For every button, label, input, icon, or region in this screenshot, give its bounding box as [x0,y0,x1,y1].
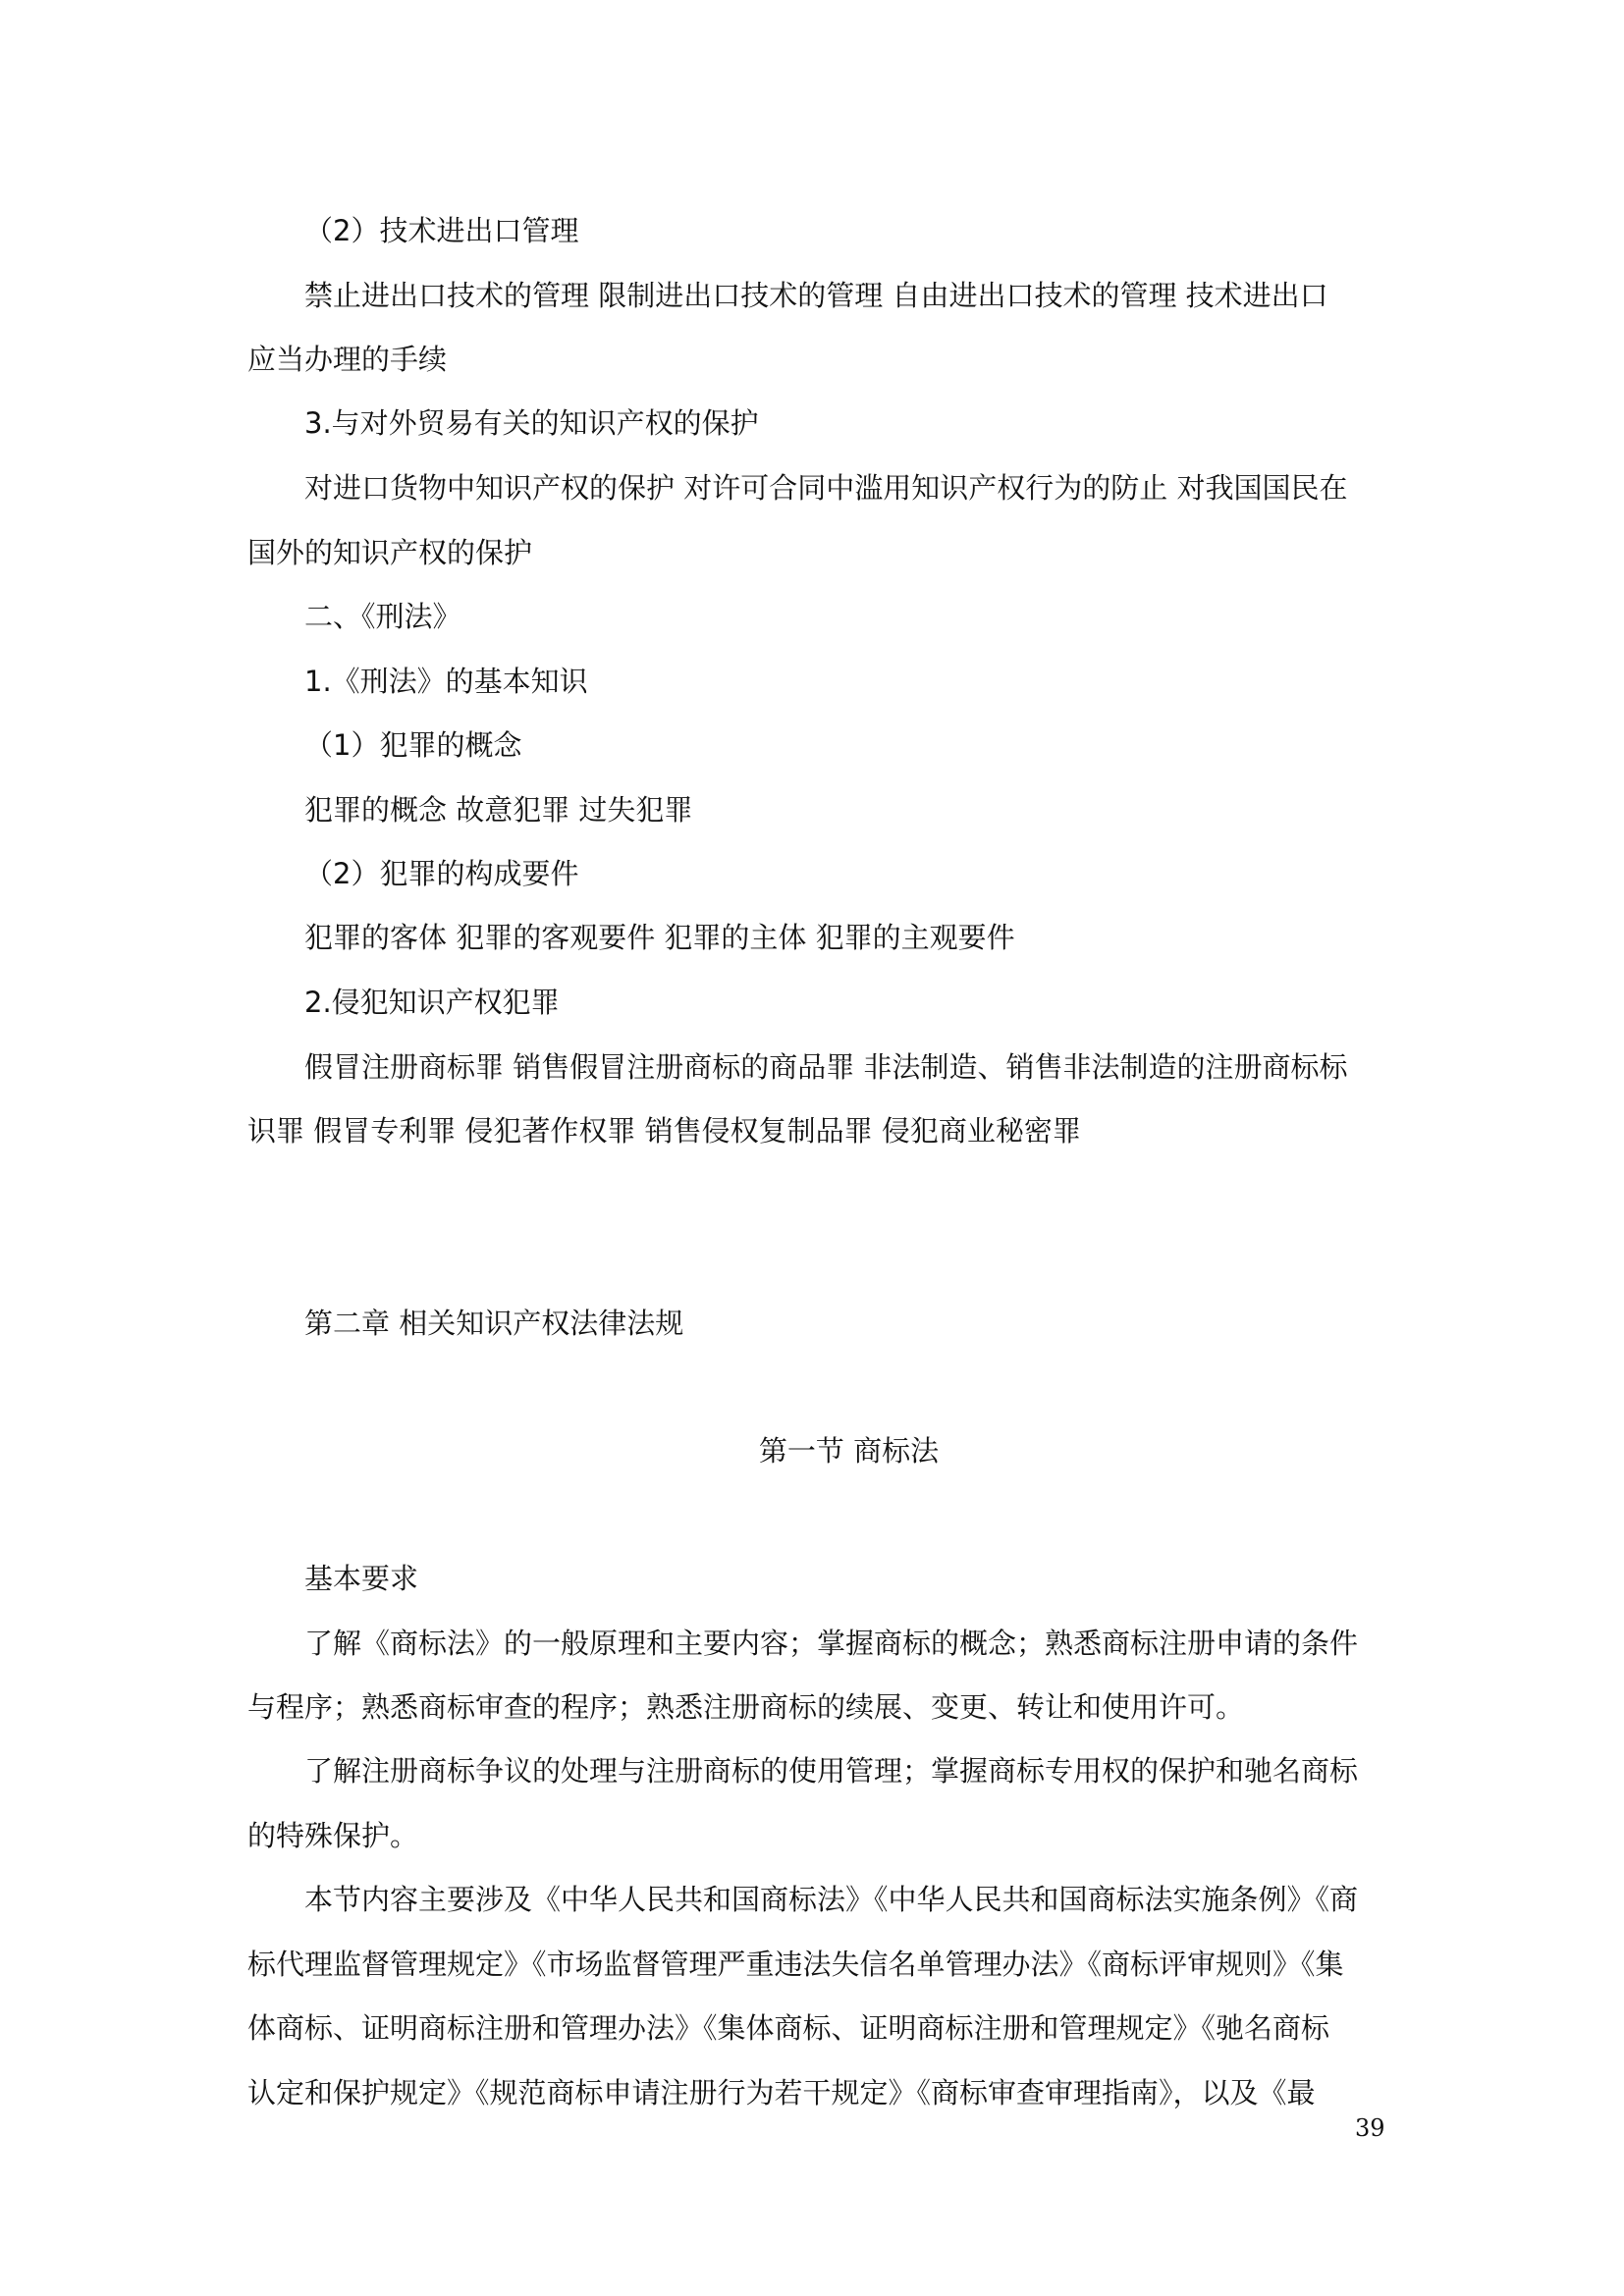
paragraph-line: 认定和保护规定》《规范商标申请注册行为若干规定》《商标审查审理指南》，以及《最 [247,2076,1316,2109]
paragraph-line: 的特殊保护。 [247,1819,419,1852]
subheading-trade-ip-protection: 3.与对外贸易有关的知识产权的保护 [304,406,759,440]
paragraph-line: 对进口货物中知识产权的保护 对许可合同中滥用知识产权行为的防止 对我国国民在 [304,471,1348,505]
paragraph-line: 本节内容主要涉及《中华人民共和国商标法》《中华人民共和国商标法实施条例》《商 [304,1883,1359,1916]
subheading-crime-concept: （1）犯罪的概念 [304,728,522,762]
chapter-title: 第二章 相关知识产权法律法规 [304,1307,684,1340]
paragraph-line: 假冒注册商标罪 销售假冒注册商标的商品罪 非法制造、销售非法制造的注册商标标 [304,1050,1348,1084]
paragraph-line: 犯罪的概念 故意犯罪 过失犯罪 [304,793,693,827]
subheading-tech-import-export: （2）技术进出口管理 [304,214,579,247]
basic-requirements-heading: 基本要求 [304,1562,419,1595]
paragraph-line: 犯罪的客体 犯罪的客观要件 犯罪的主体 犯罪的主观要件 [304,921,1015,954]
paragraph-line: 了解注册商标争议的处理与注册商标的使用管理；掌握商标专用权的保护和驰名商标 [304,1754,1359,1788]
paragraph-line: 了解《商标法》的一般原理和主要内容；掌握商标的概念；熟悉商标注册申请的条件 [304,1627,1359,1660]
paragraph-line: 体商标、证明商标注册和管理办法》《集体商标、证明商标注册和管理规定》《驰名商标 [247,2011,1330,2045]
subheading-crime-elements: （2）犯罪的构成要件 [304,857,579,890]
subheading-criminal-law-basics: 1.《刑法》的基本知识 [304,665,588,698]
subheading-ip-crimes: 2.侵犯知识产权犯罪 [304,986,560,1019]
page-number: 39 [1355,2114,1385,2142]
section-title: 第一节 商标法 [758,1434,940,1468]
paragraph-line: 应当办理的手续 [247,343,448,376]
section-heading-criminal-law: 二、《刑法》 [304,600,461,633]
paragraph-line: 国外的知识产权的保护 [247,536,533,569]
paragraph-line: 与程序；熟悉商标审查的程序；熟悉注册商标的续展、变更、转让和使用许可。 [247,1690,1245,1724]
paragraph-line: 标代理监督管理规定》《市场监督管理严重违法失信名单管理办法》《商标评审规则》《集 [247,1948,1344,1981]
paragraph-line: 识罪 假冒专利罪 侵犯著作权罪 销售侵权复制品罪 侵犯商业秘密罪 [247,1114,1081,1148]
paragraph-line: 禁止进出口技术的管理 限制进出口技术的管理 自由进出口技术的管理 技术进出口 [304,279,1328,312]
